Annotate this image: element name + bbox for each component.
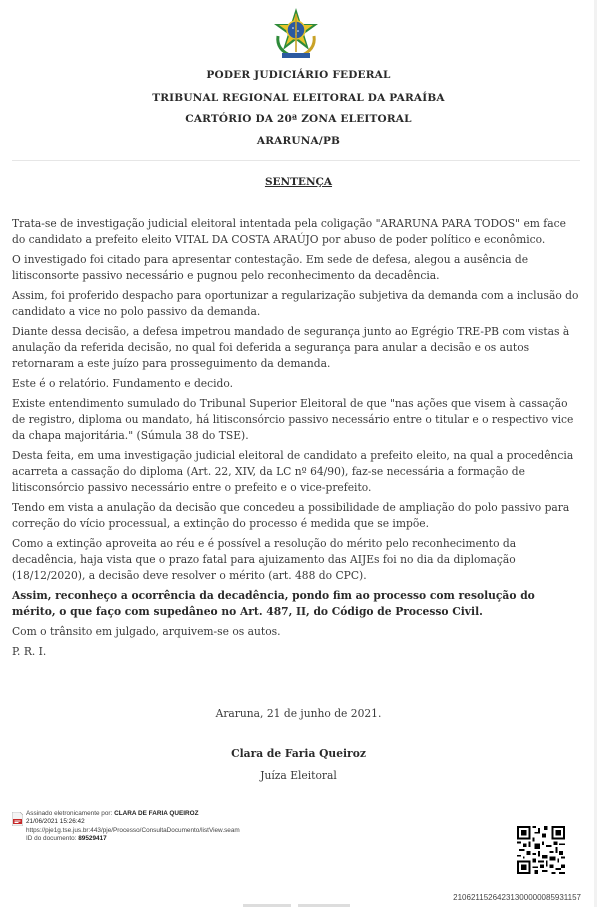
header-cartorio: CARTÓRIO DA 20ª ZONA ELEITORAL [185,113,412,125]
paragraph: Tendo em vista a anulação da decisão que concedeu a possibilidade de ampliação do polo passivo para correção do vício processual, a extinção do processo é medida que se impõe. [12,501,570,530]
header-judiciary: PODER JUDICIÁRIO FEDERAL [206,69,391,81]
verification-url[interactable]: https://pje1g.tse.jus.br:443/pje/Processo/ConsultaDocumento/listView.seam [26,826,240,834]
document-title: SENTENÇA [264,176,333,188]
paragraph: O investigado foi citado para apresentar contestação. Em sede de defesa, alegou a ausência de litisconsorte passivo necessário e pugnou pelo reconhecimento da decadência. [12,253,529,282]
header-tribunal: TRIBUNAL REGIONAL ELEITORAL DA PARAÍBA [152,92,445,104]
paragraph: Diante dessa decisão, a defesa impetrou mandado de segurança junto ao Egrégio TRE-PB com vistas à anulação da referida decisão, no qual foi deferida a segurança para anular a decisão e os autos retornaram a este juízo para prosseguimento da demanda. [12,325,570,370]
paragraph: Existe entendimento sumulado do Tribunal Superior Eleitoral de que "nas ações que visem à cassação de registro, diploma ou mandato, há litisconsórcio passivo necessário entre o titular e o respectivo vice da chapa majoritária." (Súmula 38 do TSE). [12,397,574,442]
signed-at: 21/06/2021 15:26:42 [26,818,85,826]
barcode-number: 21062115264231300000085931157 [453,893,581,902]
paragraph: Este é o relatório. Fundamento e decido. [12,377,234,390]
signer-name: Clara de Faria Queiroz [231,747,366,760]
paragraph: Assim, foi proferido despacho para oportunizar a regularização subjetiva da demanda com a inclusão do candidato a vice no polo passivo da demanda. [12,289,579,318]
doc-id-line [26,835,346,843]
paragraph-decision: Assim, reconheço a ocorrência da decadência, pondo fim ao processo com resolução do mérito, o que faço com supedâneo no Art. 487, II, do Código de Processo Civil. [12,589,535,618]
doc-id-label: ID do documento: [26,835,77,843]
place-date: Araruna, 21 de junho de 2021. [215,707,382,720]
pdf-icon [12,812,23,826]
header-city: ARARUNA/PB [256,135,341,147]
doc-id-value: 89529417 [78,835,107,843]
brasao-emblem-icon [270,6,322,62]
paragraph: Com o trânsito em julgado, arquivem-se os autos. [12,625,281,638]
paragraph: P. R. I. [12,645,47,658]
paragraph: Como a extinção aproveita ao réu e é possível a resolução do mérito pelo reconhecimento da decadência, haja vista que o prazo fatal para ajuizamento das AIJEs foi no dia da diplomação (18/12/2020), a decisão deve resolver o mérito (art. 488 do CPC). [12,537,517,582]
signed-by-line [26,810,346,818]
qr-code-icon [517,826,565,874]
signer-role: Juíza Eleitoral [260,769,337,782]
header-divider [12,160,580,161]
signed-label: Assinado eletronicamente por: [26,810,113,817]
paragraph: Desta feita, em uma investigação judicial eleitoral de candidato a prefeito eleito, na qual a procedência acarreta a cassação do diploma (Art. 22, XIV, da LC nº 64/90), faz-se necessária a formação de litisconsórcio passivo necessário entre o prefeito e o vice-prefeito. [12,449,574,494]
document-body [12,216,582,664]
paragraph: Trata-se de investigação judicial eleitoral intentada pela coligação "ARARUNA PARA TODOS" em face do candidato a prefeito eleito VITAL DA COSTA ARAÚJO por abuso de poder político e econômico. [12,217,566,246]
signed-by-name: CLARA DE FARIA QUEIROZ [114,810,199,817]
